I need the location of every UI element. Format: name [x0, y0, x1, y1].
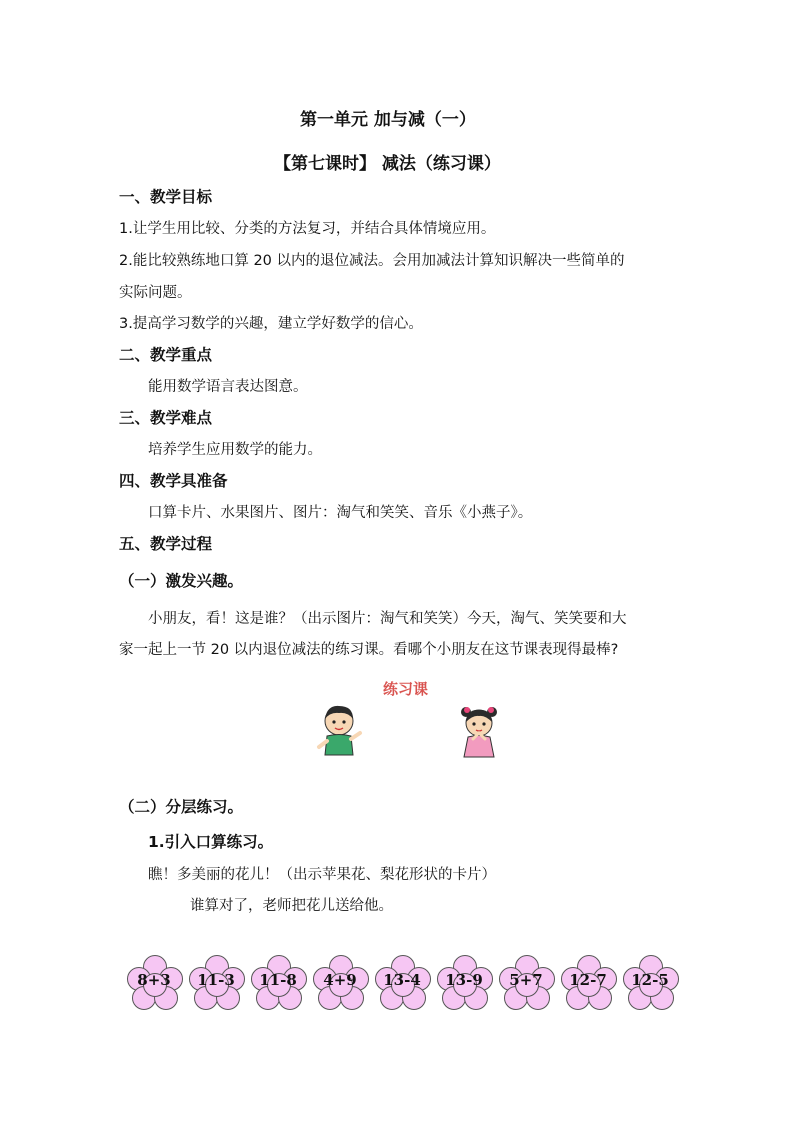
- flower-card[interactable]: [622, 955, 678, 1011]
- flower-card-row: [126, 955, 686, 1015]
- lesson-subtitle: 【第七课时】 减法（练习课）: [274, 154, 501, 174]
- flower-card-label: 13-4: [383, 971, 421, 989]
- process-part1-line2: 家一起上一节 20 以内退位减法的练习课。看哪个小朋友在这节课表现得最棒?: [119, 642, 619, 658]
- flower-card[interactable]: [374, 955, 430, 1011]
- boy-illustration: [315, 703, 363, 759]
- objective-3: 3.提高学习数学的兴趣，建立学好数学的信心。: [119, 316, 423, 332]
- objective-1: 1.让学生用比较、分类的方法复习，并结合具体情境应用。: [119, 221, 496, 237]
- flower-card-label: 11-8: [259, 971, 297, 989]
- lesson-title: 第一单元 加与减（一）: [300, 110, 476, 130]
- process-part2-heading: （二）分层练习。: [119, 798, 244, 816]
- section-heading-difficulties: 三、教学难点: [119, 409, 213, 427]
- flower-card[interactable]: [250, 955, 306, 1011]
- image-caption: 练习课: [383, 680, 429, 698]
- process-part2-subheading: 1.引入口算练习。: [148, 833, 274, 851]
- flower-card-label: 5+7: [509, 971, 543, 989]
- flower-card-label: 4+9: [323, 971, 357, 989]
- section-heading-materials: 四、教学具准备: [119, 472, 228, 490]
- flower-card-label: 12-7: [569, 971, 607, 989]
- flower-card[interactable]: [560, 955, 616, 1011]
- section-heading-process: 五、教学过程: [119, 535, 213, 553]
- flower-card[interactable]: [498, 955, 554, 1011]
- key-points-text: 能用数学语言表达图意。: [148, 379, 308, 395]
- flower-card-label: 13-9: [445, 971, 483, 989]
- flower-card[interactable]: [436, 955, 492, 1011]
- flower-card-label: 8+3: [137, 971, 171, 989]
- difficulties-text: 培养学生应用数学的能力。: [148, 442, 322, 458]
- process-part2-line2: 谁算对了，老师把花儿送给他。: [190, 898, 393, 914]
- flower-card[interactable]: [126, 955, 182, 1011]
- materials-text: 口算卡片、水果图片、图片：淘气和笑笑、音乐《小燕子》。: [148, 505, 533, 521]
- flower-card[interactable]: [188, 955, 244, 1011]
- section-heading-key-points: 二、教学重点: [119, 346, 213, 364]
- section-heading-objectives: 一、教学目标: [119, 188, 213, 206]
- flower-card-label: 11-3: [197, 971, 235, 989]
- girl-illustration: [455, 703, 503, 761]
- process-part1-heading: （一）激发兴趣。: [119, 572, 244, 590]
- process-part1-line1: 小朋友，看！这是谁？（出示图片：淘气和笑笑）今天，淘气、笑笑要和大: [148, 611, 627, 627]
- objective-2-line2: 实际问题。: [119, 285, 192, 301]
- flower-card-label: 12-5: [631, 971, 669, 989]
- objective-2-line1: 2.能比较熟练地口算 20 以内的退位减法。会用加减法计算知识解决一些简单的: [119, 253, 625, 269]
- flower-card[interactable]: [312, 955, 368, 1011]
- process-part2-line1: 瞧！多美丽的花儿！（出示苹果花、梨花形状的卡片）: [148, 867, 496, 883]
